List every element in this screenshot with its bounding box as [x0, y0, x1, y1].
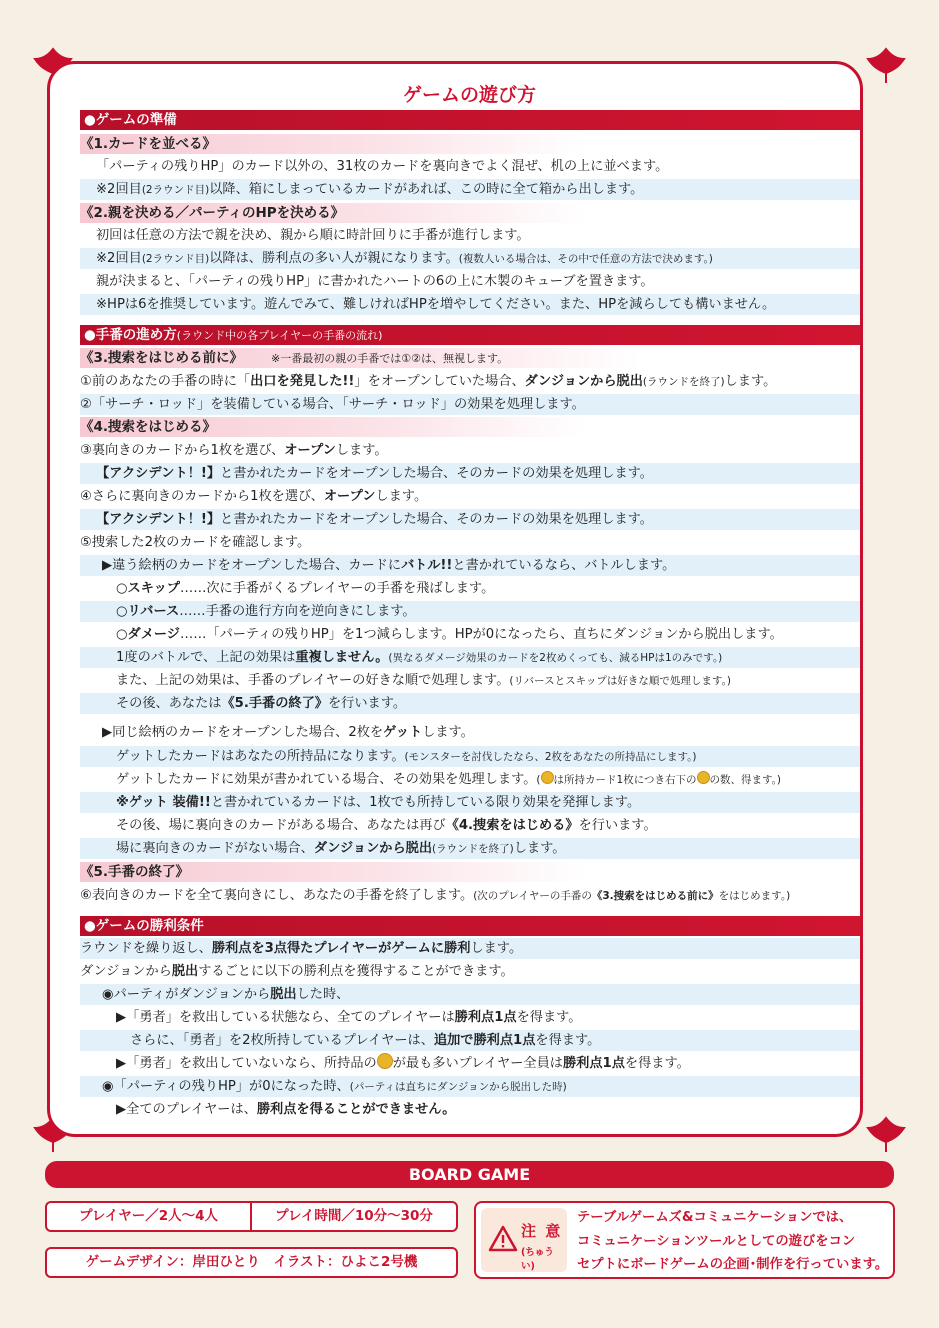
play-time-label: プレイ時間／10分〜30分 — [275, 1208, 433, 1224]
section-header-prep: ●ゲームの準備 — [80, 110, 860, 130]
players-label: プレイヤー／2人〜4人 — [78, 1208, 219, 1224]
rule-line: ※2回目(2ラウンド目)以降は、勝利点の多い人が親になります。(複数人いる場合は、その中で任意の方法で決めます。) — [80, 248, 860, 269]
subheading-decide-parent: 《2.親を決める／パーティのHPを決める》 — [80, 203, 585, 223]
rule-line: ◉「パーティの残りHP」が0になった時、(パーティは直ちにダンジョンから脱出した時) — [80, 1076, 860, 1097]
board-game-banner: BOARD GAME — [45, 1161, 894, 1188]
rule-line: ※2回目(2ラウンド目)以降、箱にしまっているカードがあれば、この時に全て箱から出します。 — [80, 179, 860, 200]
rule-line: ④さらに裏向きのカードから1枚を選び、オープンします。 — [80, 489, 428, 504]
coin-icon — [377, 1053, 393, 1069]
play-info-box — [45, 1201, 458, 1232]
subheading-end-turn: 《5.手番の終了》 — [80, 862, 585, 882]
page-title: ゲームの遊び方 — [402, 84, 536, 106]
credits-box: ゲームデザイン：岸田ひとり イラスト：ひよこ2号機 — [45, 1247, 458, 1278]
rule-line: ▶「勇者」を救出している状態なら、全てのプレイヤーは勝利点1点を得ます。 — [116, 1010, 582, 1025]
rule-line: 【アクシデント！!】と書かれたカードをオープンした場合、そのカードの効果を処理します。 — [80, 463, 860, 484]
rule-line: ○スキップ……次に手番がくるプレイヤーの手番を飛ばします。 — [116, 581, 495, 596]
caution-ruby: (ちゅうい) — [521, 1247, 554, 1272]
caution-text — [577, 1206, 893, 1277]
rule-line: ①前のあなたの手番の時に「出口を発見した!!」をオープンしていた場合、ダンジョンから脱出(ラウンドを終了)します。 — [80, 374, 777, 389]
rule-line: 場に裏向きのカードがない場合、ダンジョンから脱出(ラウンドを終了)します。 — [80, 838, 860, 859]
caution-title: 注 意 — [521, 1222, 563, 1240]
rule-line: ②「サーチ・ロッド」を装備している場合、「サーチ・ロッド」の効果を処理します。 — [80, 394, 860, 415]
ornament-icon — [866, 1114, 906, 1154]
subheading-arrange-cards: 《1.カードを並べる》 — [80, 134, 585, 154]
rule-line: ○ダメージ……「パーティの残りHP」を1つ減らします。HPが0になったら、直ちにダンジョンから脱出します。 — [116, 627, 783, 642]
coin-icon — [541, 771, 554, 784]
rule-line: ○リバース……手番の進行方向を逆向きにします。 — [80, 601, 860, 622]
rule-line: ラウンドを繰り返し、勝利点を3点得たプレイヤーがゲームに勝利します。 — [80, 938, 860, 959]
rule-line: ③裏向きのカードから1枚を選び、オープンします。 — [80, 443, 388, 458]
section-header-turn: ●手番の進め方(ラウンド中の各プレイヤーの手番の流れ) — [80, 325, 860, 345]
rule-line: 【アクシデント！!】と書かれたカードをオープンした場合、そのカードの効果を処理します。 — [80, 509, 860, 530]
rule-line: ⑤捜索した2枚のカードを確認します。 — [80, 535, 311, 550]
rule-line: その後、場に裏向きのカードがある場合、あなたは再び《4.捜索をはじめる》を行います。 — [116, 818, 657, 833]
caution-line: セプトにボードゲームの企画･制作を行っています。 — [577, 1257, 889, 1272]
rule-line: 親が決まると、「パーティの残りHP」に書かれたハートの6の上に木製のキューブを置きます。 — [96, 274, 654, 289]
rule-line: ▶全てのプレイヤーは、勝利点を得ることができません。 — [116, 1102, 456, 1117]
subheading-start-search: 《4.捜索をはじめる》 — [80, 417, 585, 437]
rule-line: ▶「勇者」を救出していないなら、所持品の が最も多いプレイヤー全員は勝利点1点を得ます。 — [80, 1053, 860, 1074]
rule-line: ダンジョンから脱出するごとに以下の勝利点を獲得することができます。 — [80, 964, 514, 979]
rule-line: ※ゲット 装備!!と書かれているカードは、1枚でも所持している限り効果を発揮します。 — [80, 792, 860, 813]
rule-line: その後、あなたは《5.手番の終了》を行います。 — [80, 693, 860, 714]
rule-line: また、上記の効果は、手番のプレイヤーの好きな順で処理します。(リバースとスキップは好きな順で処理します。) — [116, 673, 731, 688]
caution-line: テーブルゲームズ&コミュニケーションでは、 — [577, 1210, 853, 1225]
coin-icon — [697, 771, 710, 784]
rule-line: 1度のバトルで、上記の効果は重複しません。(異なるダメージ効果のカードを2枚めくっても、減るHPは1のみです。) — [80, 647, 860, 668]
rule-line: さらに、「勇者」を2枚所持しているプレイヤーは、追加で勝利点1点を得ます。 — [80, 1030, 860, 1051]
rule-line: 初回は任意の方法で親を決め、親から順に時計回りに手番が進行します。 — [96, 228, 530, 243]
caution-box — [474, 1201, 895, 1279]
rule-line: ゲットしたカードに効果が書かれている場合、その効果を処理します。( は所持カード1枚につき右下の の数、得ます。) — [116, 772, 782, 787]
rule-line: ▶同じ絵柄のカードをオープンした場合、2枚をゲットします。 — [102, 725, 474, 740]
subheading-before-search: 《3.捜索をはじめる前に》 ※一番最初の親の手番では①②は、無視します。 — [80, 348, 640, 368]
rule-line: ゲットしたカードはあなたの所持品になります。(モンスターを討伐したなら、2枚をあなたの所持品にします。) — [80, 746, 860, 767]
rule-line: ▶違う絵柄のカードをオープンした場合、カードにバトル!!と書かれているなら、バトルします。 — [80, 555, 860, 576]
ornament-icon — [866, 45, 906, 85]
warning-icon — [488, 1224, 518, 1254]
caution-label-panel — [481, 1208, 567, 1272]
rule-line: 「パーティの残りHP」のカード以外の、31枚のカードを裏向きでよく混ぜ、机の上に並べます。 — [96, 159, 669, 174]
rule-line: ◉パーティがダンジョンから脱出した時、 — [80, 984, 860, 1005]
rule-line: ⑥表向きのカードを全て裏向きにし、あなたの手番を終了します。(次のプレイヤーの手番の《3.捜索をはじめる前に》をはじめます。) — [80, 888, 791, 903]
caution-line: コミュニケーションツールとしての遊びをコン — [577, 1233, 856, 1249]
section-header-victory: ●ゲームの勝利条件 — [80, 916, 860, 936]
rule-line: ※HPは6を推奨しています。遊んでみて、難しければHPを増やしてください。また、HPを減らしても構いません。 — [80, 294, 860, 315]
